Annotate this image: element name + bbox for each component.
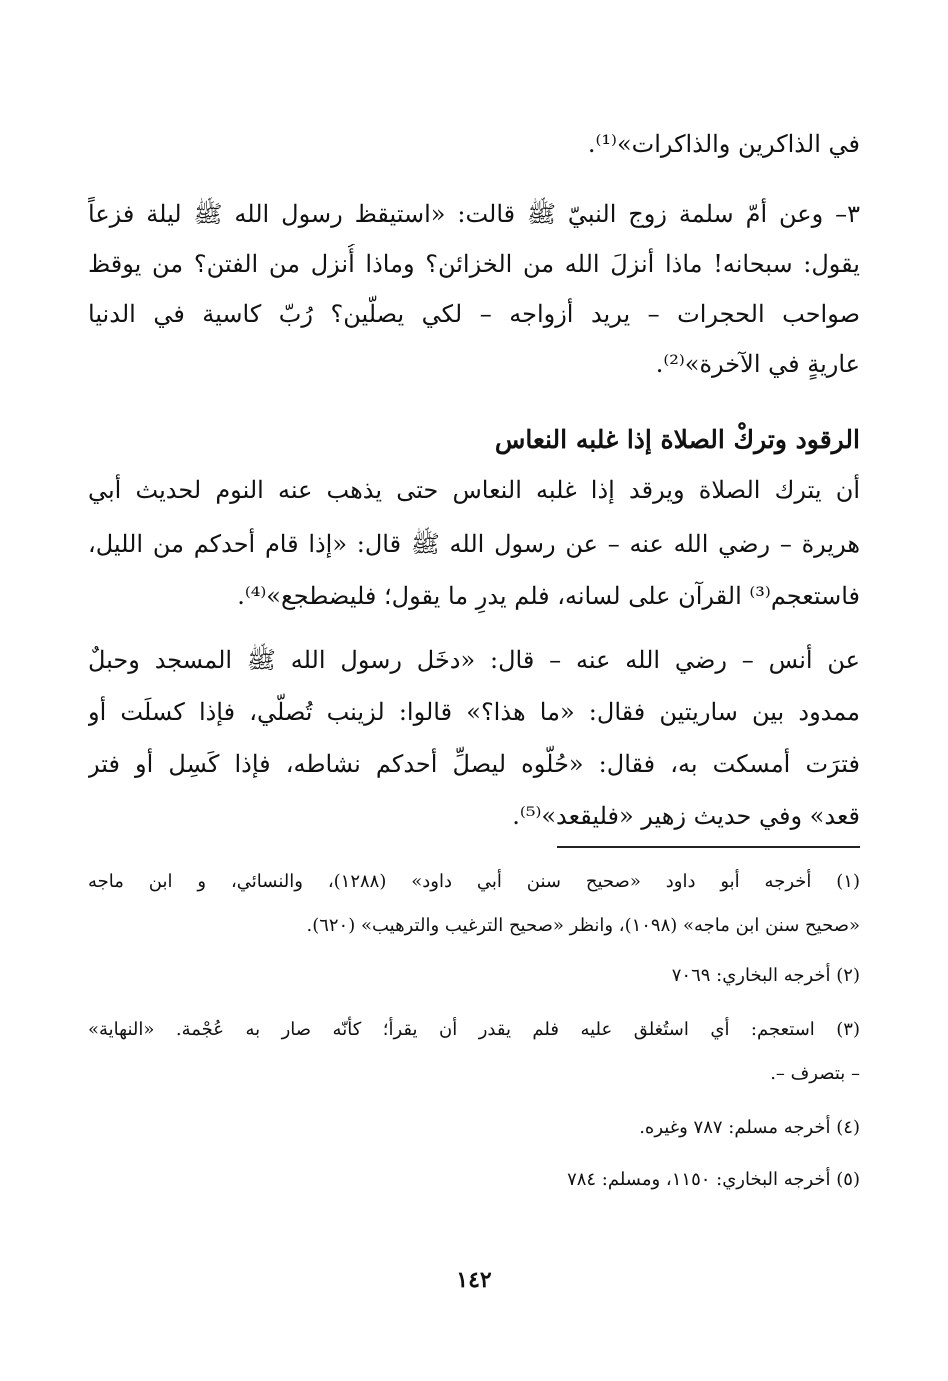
body-line-4: صواحب الحجرات – يريد أزواجه – لكي يصلّين؟ رُبّ كاسية في الدنيا (88, 300, 860, 328)
page-number: ١٤٢ (456, 1267, 492, 1293)
section-line-2: هريرة – رضي الله عنه – عن رسول الله ﷺ قال: «إذا قام أحدكم من الليل، (88, 530, 860, 558)
body-line-5: عاريةٍ في الآخرة»⁽²⁾. (655, 350, 860, 378)
section-line-6: فترَت أمسكت به، فقال: «حُلّوه ليصلِّ أحدكم نشاطه، فإذا كَسِل أو فتر (88, 750, 860, 778)
body-line-2: ٣– وعن أمّ سلمة زوج النبيّ ﷺ قالت: «استيقظ رسول الله ﷺ ليلة فزعاً (88, 200, 860, 228)
section-line-7: قعد» وفي حديث زهير «فليقعد»⁽⁵⁾. (512, 802, 860, 830)
footnote-separator (557, 846, 860, 848)
footnote-2: (٢) أخرجه البخاري: ٧٠٦٩ (671, 965, 860, 986)
footnote-5: (٥) أخرجه البخاري: ١١٥٠، ومسلم: ٧٨٤ (567, 1169, 860, 1190)
footnote-1-line-1: (١) أخرجه أبو داود «صحيح سنن أبي داود» (١٢٨٨)، والنسائي، و ابن ماجه (88, 871, 860, 892)
section-heading: الرقود وتركْ الصلاة إذا غلبه النعاس (494, 425, 860, 454)
section-line-1: أن يترك الصلاة ويرقد إذا غلبه النعاس حتى يذهب عنه النوم لحديث أبي (88, 476, 860, 504)
body-line-3: يقول: سبحانه! ماذا أنزلَ الله من الخزائن؟ وماذا أُنزل من الفتن؟ من يوقظ (88, 250, 860, 278)
body-line-1: في الذاكرين والذاكرات»⁽¹⁾. (587, 130, 860, 158)
footnote-4: (٤) أخرجه مسلم: ٧٨٧ وغيره. (639, 1117, 860, 1138)
footnote-1-line-2: «صحيح سنن ابن ماجه» (١٠٩٨)، وانظر «صحيح الترغيب والترهيب» (٦٢٠). (306, 915, 860, 936)
section-line-5: ممدود بين ساريتين فقال: «ما هذا؟» قالوا: لزينب تُصلّي، فإذا كسلَت أو (88, 698, 860, 726)
section-line-3: فاستعجم⁽³⁾ القرآن على لسانه، فلم يدرِ ما يقول؛ فليضطجع»⁽⁴⁾. (237, 582, 860, 610)
footnote-3-line-1: (٣) استعجم: أي استُغلق عليه فلم يقدر أن يقرأ؛ كأنّه صار به عُجْمة. «النهاية» (88, 1019, 860, 1040)
footnote-3-line-2: – بتصرف –. (770, 1063, 860, 1084)
section-line-4: عن أنس – رضي الله عنه – قال: «دخَل رسول الله ﷺ المسجد وحبلٌ (88, 646, 860, 674)
